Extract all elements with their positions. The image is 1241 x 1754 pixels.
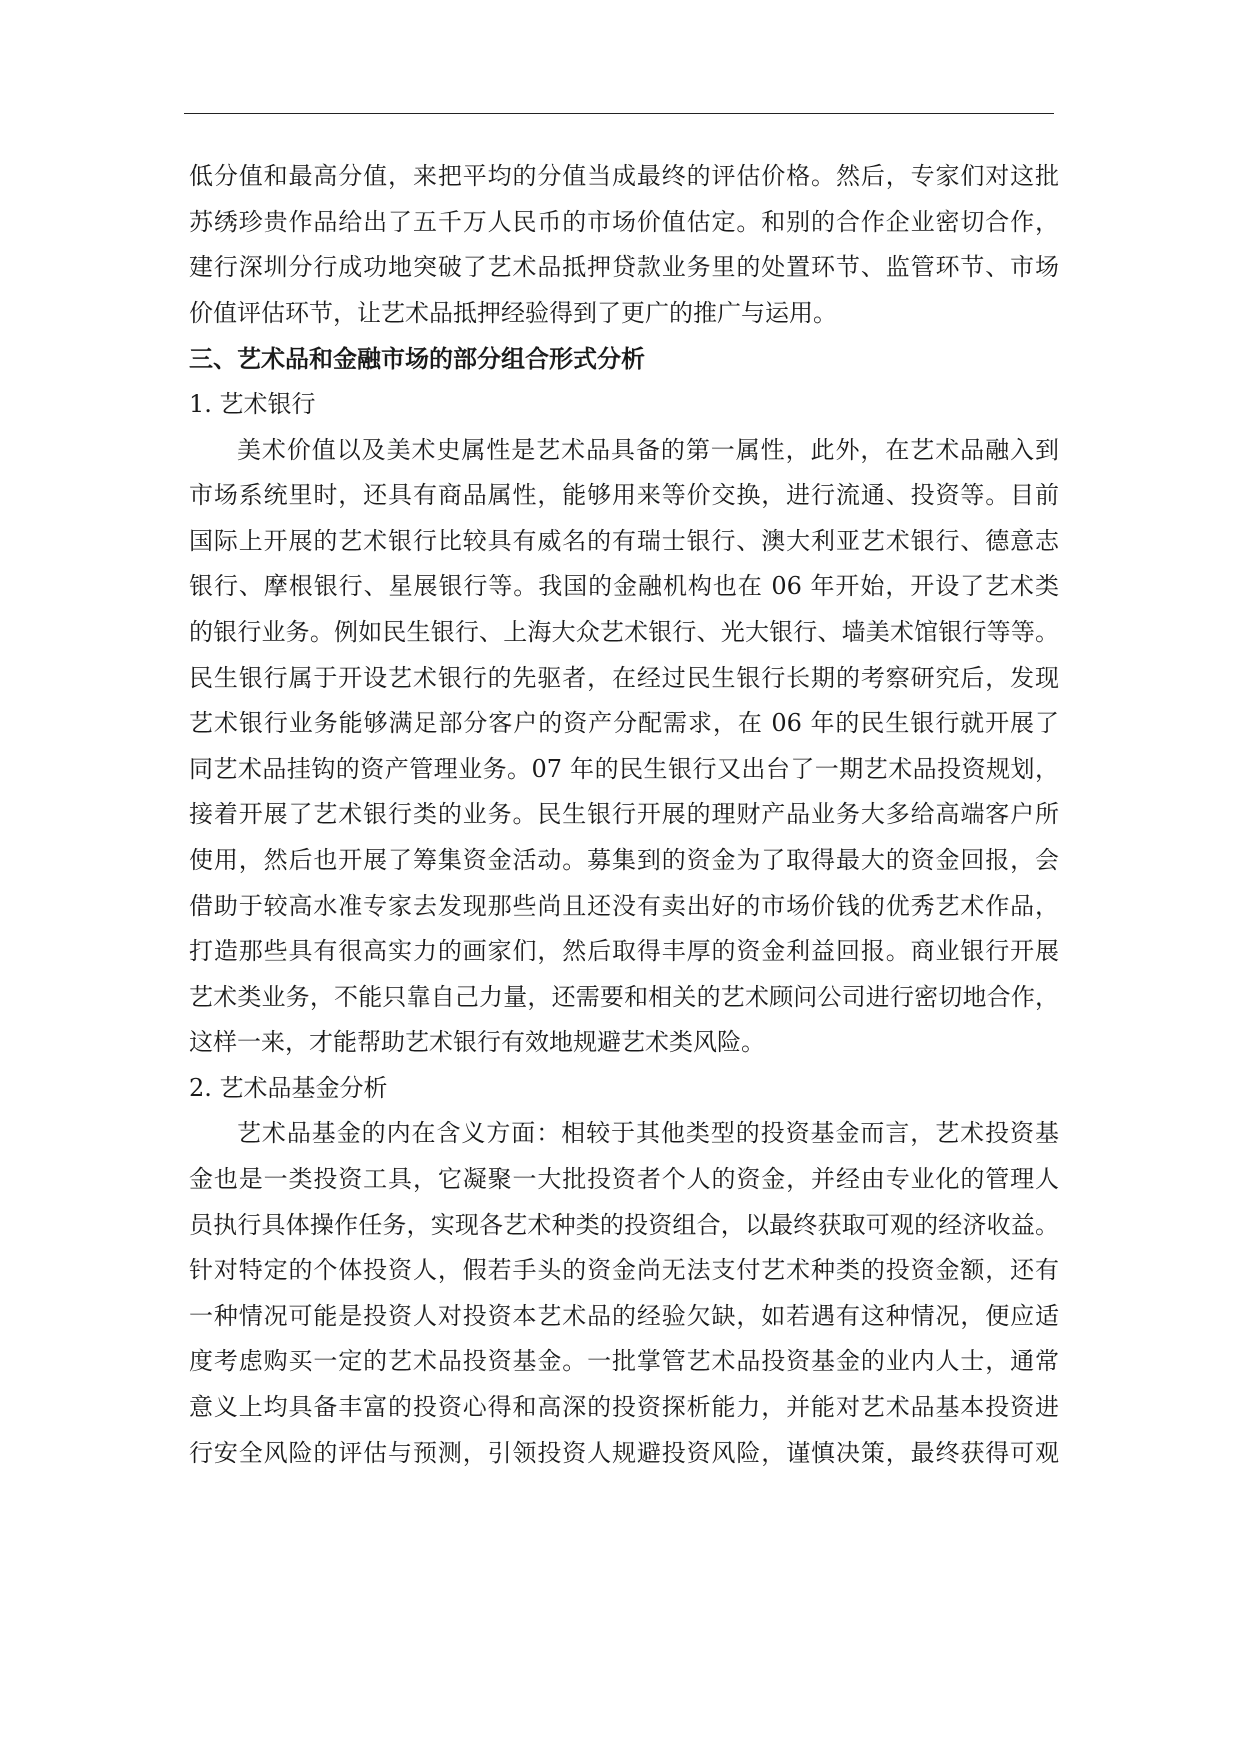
body-text-line: 金也是一类投资工具，它凝聚一大批投资者个人的资金，并经由专业化的管理人 <box>189 1165 1059 1194</box>
body-text-line: 借助于较高水准专家去发现那些尚且还没有卖出好的市场价钱的优秀艺术作品， <box>189 891 1059 920</box>
body-text-line: 使用，然后也开展了筹集资金活动。募集到的资金为了取得最大的资金回报，会 <box>189 845 1059 874</box>
body-text-line: 低分值和最高分值，来把平均的分值当成最终的评估价格。然后，专家们对这批 <box>189 162 1059 190</box>
document-body <box>189 154 1059 1476</box>
body-text-line: 银行、摩根银行、星展银行等。我国的金融机构也在 06 年开始，开设了艺术类 <box>189 572 1059 601</box>
body-text-line: 一种情况可能是投资人对投资本艺术品的经验欠缺，如若遇有这种情况，便应适 <box>189 1301 1059 1330</box>
body-text-line: 国际上开展的艺术银行比较具有威名的有瑞士银行、澳大利亚艺术银行、德意志 <box>189 526 1059 555</box>
body-text-line: 市场系统里时，还具有商品属性，能够用来等价交换，进行流通、投资等。目前 <box>189 481 1059 510</box>
body-text-line: 同艺术品挂钩的资产管理业务。07 年的民生银行又出台了一期艺术品投资规划， <box>189 754 1059 783</box>
subsection-heading: 1. 艺术银行 <box>189 389 316 418</box>
paragraph-first-line: 艺术品基金的内在含义方面：相较于其他类型的投资基金而言，艺术投资基 <box>237 1119 1059 1148</box>
section-heading: 三、艺术品和金融市场的部分组合形式分析 <box>189 344 645 374</box>
body-text-line: 艺术类业务，不能只靠自己力量，还需要和相关的艺术顾问公司进行密切地合作， <box>189 982 1059 1011</box>
body-text-line: 打造那些具有很高实力的画家们，然后取得丰厚的资金利益回报。商业银行开展 <box>189 937 1059 966</box>
paragraph-last-line: 这样一来，才能帮助艺术银行有效地规避艺术类风险。 <box>189 1028 765 1057</box>
paragraph-first-line: 美术价值以及美术史属性是艺术品具备的第一属性，此外，在艺术品融入到 <box>237 435 1059 464</box>
body-text-line: 民生银行属于开设艺术银行的先驱者，在经过民生银行长期的考察研究后，发现 <box>189 663 1059 692</box>
body-text-line: 建行深圳分行成功地突破了艺术品抵押贷款业务里的处置环节、监管环节、市场 <box>189 253 1059 282</box>
body-text-line: 艺术银行业务能够满足部分客户的资产分配需求，在 06 年的民生银行就开展了 <box>189 709 1059 738</box>
body-text-line: 度考虑购买一定的艺术品投资基金。一批掌管艺术品投资基金的业内人士，通常 <box>189 1347 1059 1376</box>
body-text-line: 针对特定的个体投资人，假若手头的资金尚无法支付艺术种类的投资金额，还有 <box>189 1256 1059 1285</box>
subsection-heading: 2. 艺术品基金分析 <box>189 1073 388 1102</box>
body-text-line: 接着开展了艺术银行类的业务。民生银行开展的理财产品业务大多给高端客户所 <box>189 800 1059 829</box>
body-text-line: 意义上均具备丰富的投资心得和高深的投资探析能力，并能对艺术品基本投资进 <box>189 1393 1059 1422</box>
body-text-line: 苏绣珍贵作品给出了五千万人民币的市场价值估定。和别的合作企业密切合作， <box>189 207 1059 236</box>
body-text-line: 员执行具体操作任务，实现各艺术种类的投资组合，以最终获取可观的经济收益。 <box>189 1210 1059 1239</box>
paragraph-last-line: 价值评估环节，让艺术品抵押经验得到了更广的推广与运用。 <box>189 298 837 327</box>
header-rule <box>184 113 1054 114</box>
body-text-line: 行安全风险的评估与预测，引领投资人规避投资风险，谨慎决策，最终获得可观 <box>189 1438 1059 1467</box>
body-text-line: 的银行业务。例如民生银行、上海大众艺术银行、光大银行、墙美术馆银行等等。 <box>189 617 1059 646</box>
